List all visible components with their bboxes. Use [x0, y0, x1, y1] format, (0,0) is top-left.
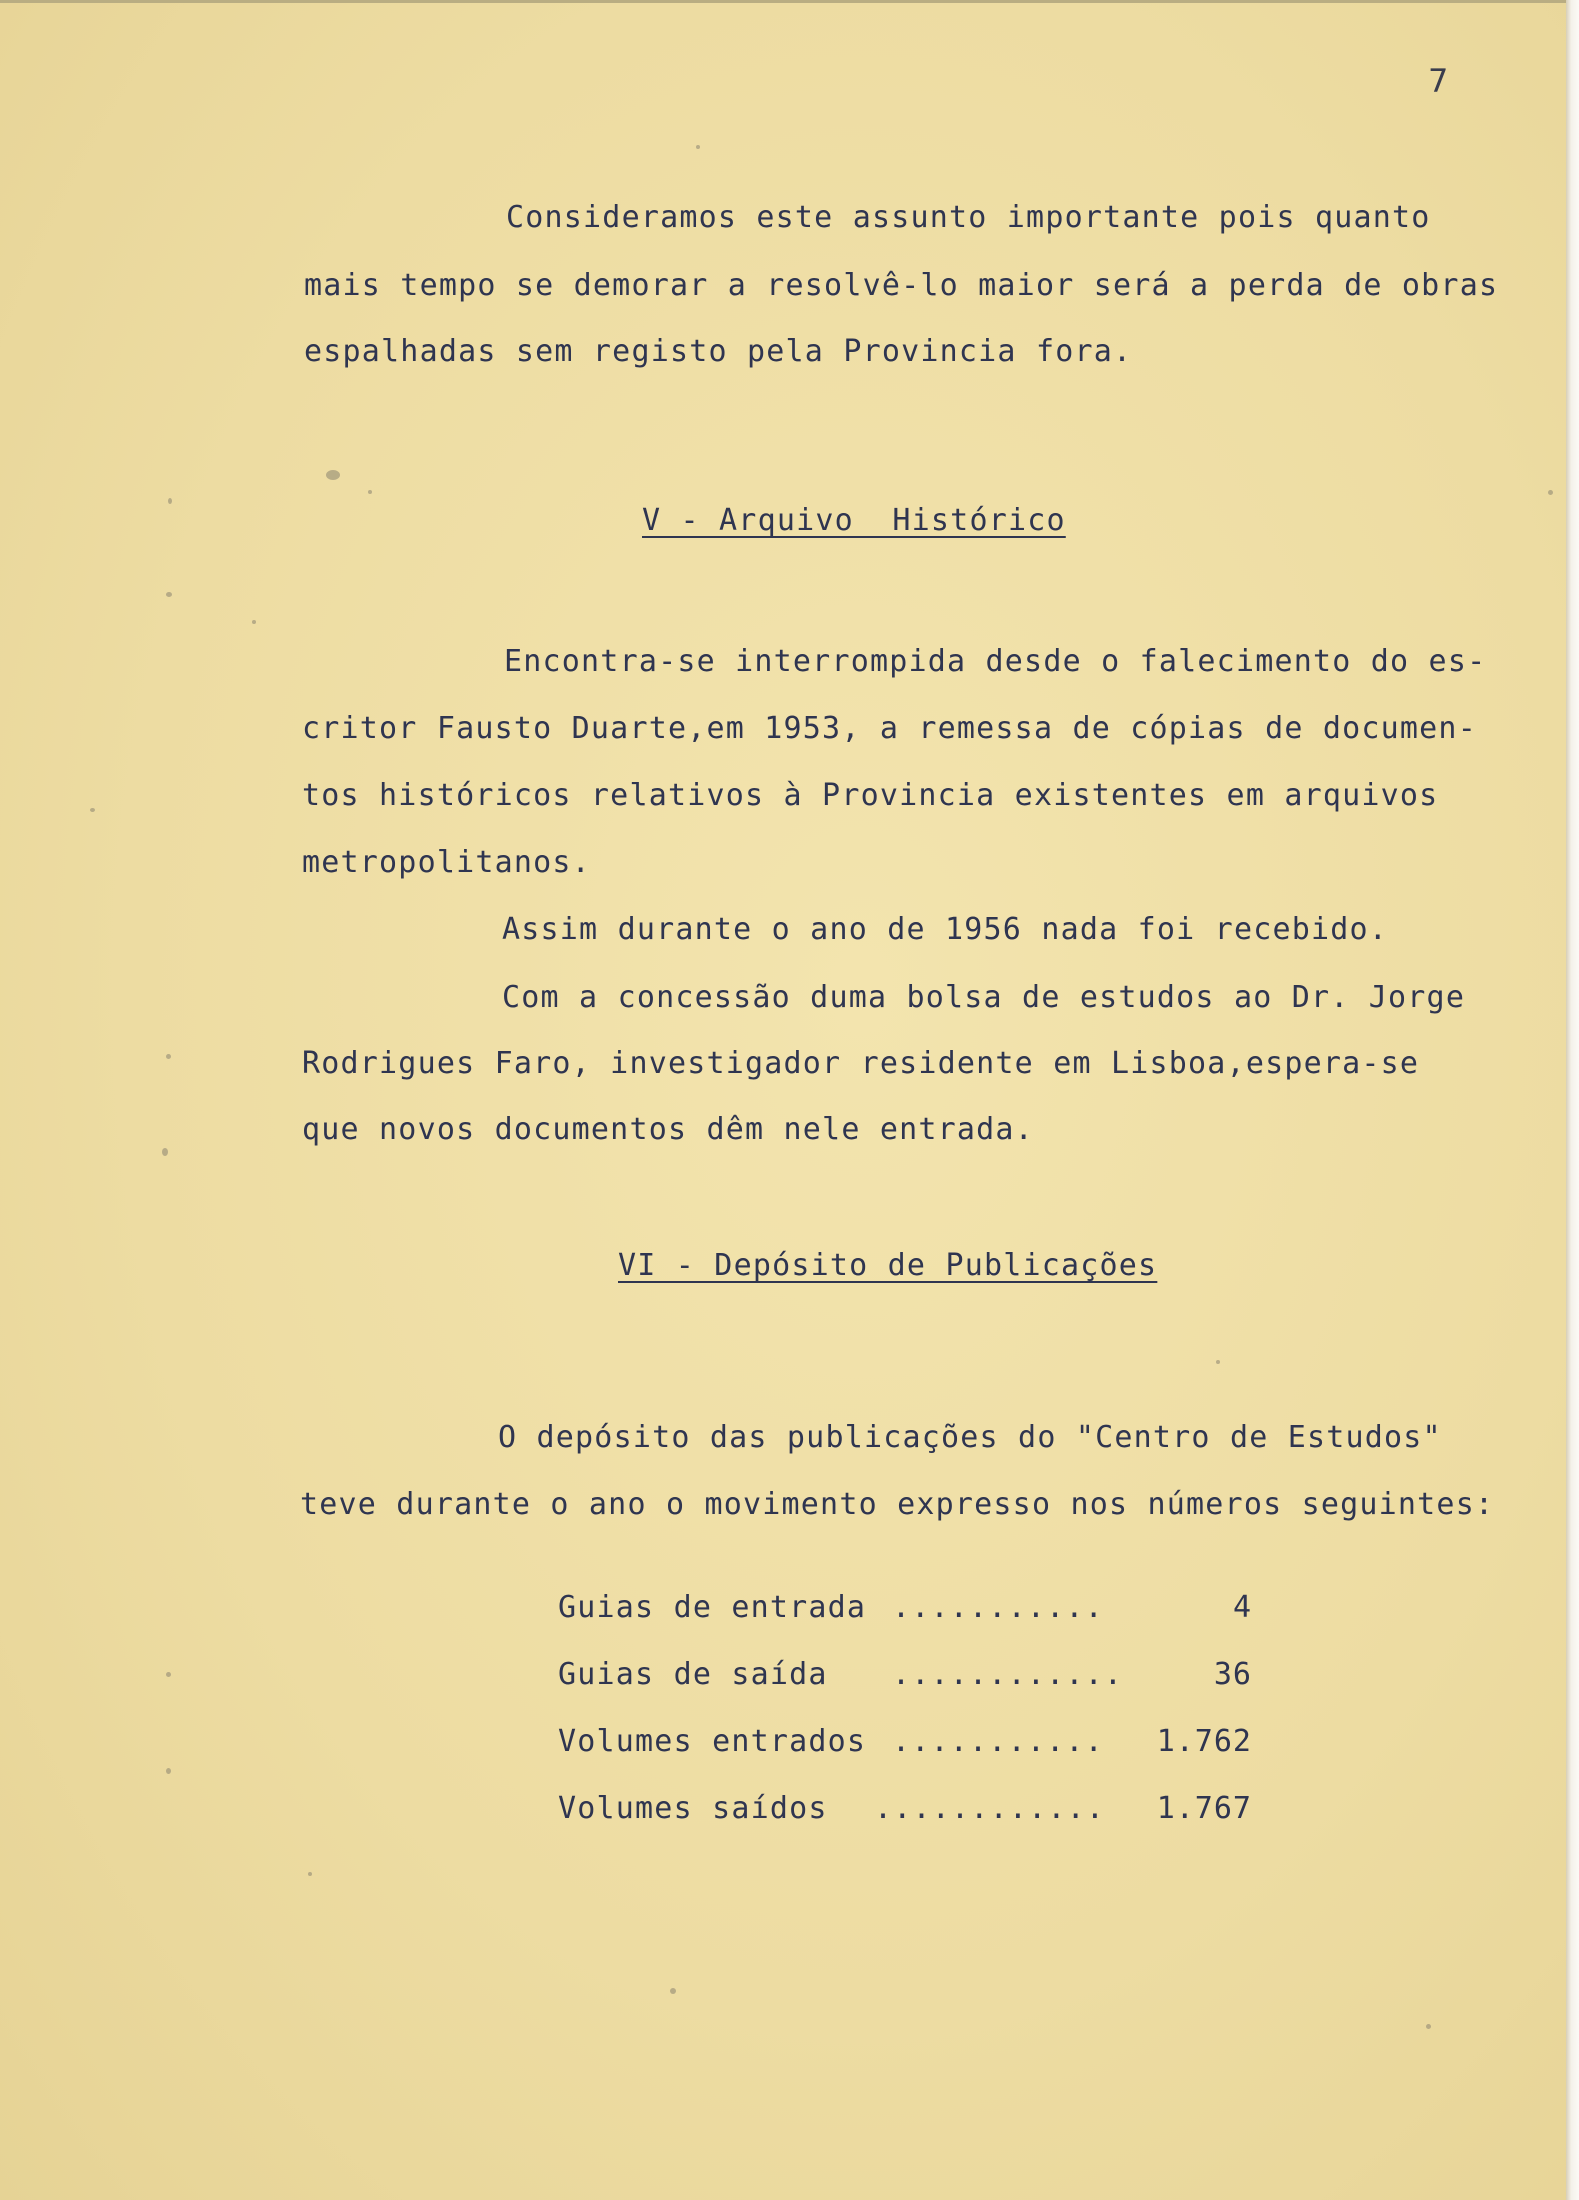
text-line: mais tempo se demorar a resolvê-lo maior será a perda de obras [304, 268, 1499, 303]
text-line: tos históricos relativos à Provincia existentes em arquivos [302, 778, 1439, 813]
row-label: Volumes saídos [558, 1791, 828, 1826]
paper-speck [368, 490, 372, 494]
text-line: Encontra-se interrompida desde o falecimento do es- [504, 644, 1487, 679]
row-label: Volumes entrados [558, 1724, 867, 1759]
top-edge [0, 0, 1566, 3]
paper-speck [168, 498, 172, 504]
row-leader: ............ [874, 1791, 1106, 1826]
row-value: 36 [1213, 1657, 1252, 1692]
paper-speck [166, 1768, 171, 1774]
right-edge [1566, 0, 1579, 2200]
paper-speck [1216, 1360, 1220, 1364]
text-line: Assim durante o ano de 1956 nada foi recebido. [502, 912, 1389, 947]
row-value: 1.762 [1156, 1724, 1252, 1759]
paper-speck [326, 470, 340, 480]
text-line: Com a concessão duma bolsa de estudos ao Dr. Jorge [502, 980, 1466, 1015]
text-line: que novos documentos dêm nele entrada. [302, 1112, 1034, 1147]
section-heading-deposito: VI - Depósito de Publicações [618, 1248, 1158, 1283]
row-value: 1.767 [1156, 1791, 1252, 1826]
paper-speck [252, 620, 256, 624]
section-heading-arquivo: V - Arquivo Histórico [642, 503, 1066, 538]
row-leader: ........... [892, 1724, 1104, 1759]
text-line: critor Fausto Duarte,em 1953, a remessa de cópias de documen- [302, 711, 1477, 746]
text-line: metropolitanos. [302, 845, 591, 880]
row-label: Guias de entrada [558, 1590, 867, 1625]
row-leader: ........... [892, 1590, 1104, 1625]
row-leader: ............ [892, 1657, 1124, 1692]
paper-speck [162, 1148, 168, 1156]
paper-speck [1426, 2024, 1431, 2029]
paper-speck [696, 145, 700, 149]
paper-speck [308, 1872, 312, 1876]
row-value: 4 [1232, 1590, 1252, 1625]
row-label: Guias de saída [558, 1657, 828, 1692]
text-line: Rodrigues Faro, investigador residente em Lisboa,espera-se [302, 1046, 1420, 1081]
paper-speck [166, 592, 172, 597]
paper-speck [1548, 490, 1553, 495]
text-line: espalhadas sem registo pela Provincia fora. [304, 334, 1133, 369]
paper-speck [670, 1988, 676, 1994]
text-line: Consideramos este assunto importante pois quanto [506, 200, 1431, 235]
paper-speck [90, 808, 95, 812]
text-line: O depósito das publicações do "Centro de Estudos" [498, 1420, 1442, 1455]
text-line: teve durante o ano o movimento expresso nos números seguintes: [300, 1487, 1495, 1522]
paper-speck [166, 1672, 171, 1677]
page-number: 7 [1428, 62, 1449, 100]
paper-speck [166, 1054, 171, 1059]
